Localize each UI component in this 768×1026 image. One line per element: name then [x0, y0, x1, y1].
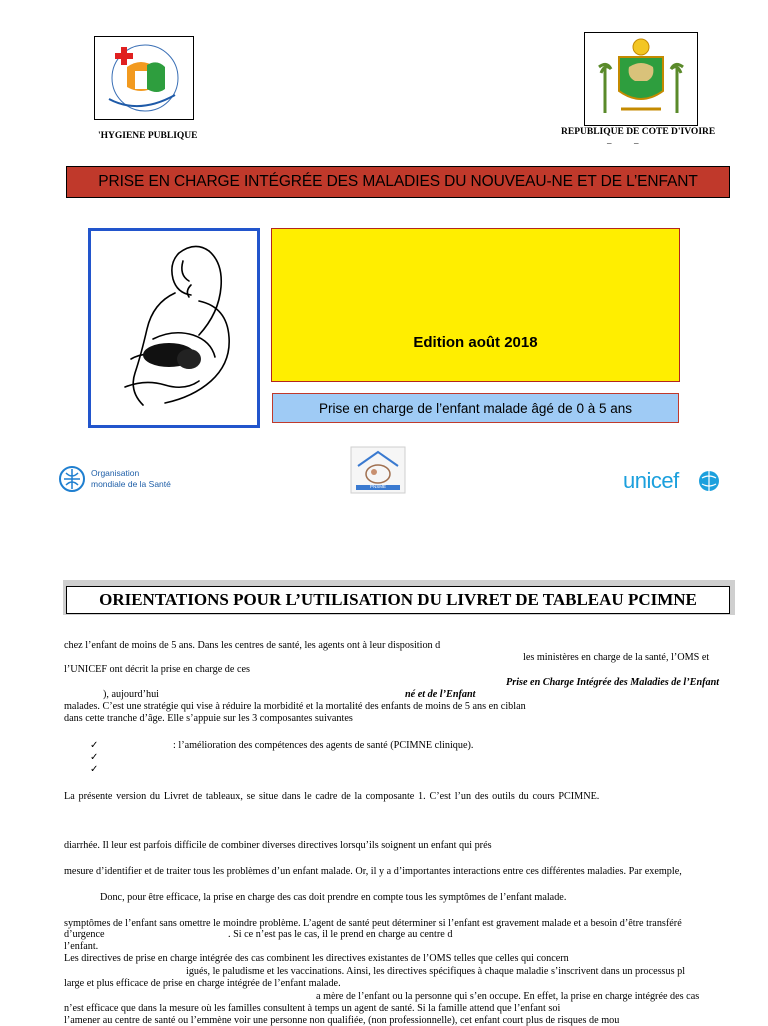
body-line: malades. C’est une stratégie qui vise à réduire la morbidité et la mortalité des enfants de moins de 5 ans en ciblan: [64, 701, 526, 712]
body-line: symptômes de l’enfant sans omettre le moindre problème. L’agent de santé peut déterminer si l’enfant est gravement malade et a besoin d’être transféré: [64, 918, 682, 929]
who-name-line2: mondiale de la Santé: [91, 479, 171, 489]
left-logo-caption: 'HYGIENE PUBLIQUE: [98, 131, 198, 141]
body-line: diarrhée. Il leur est parfois difficile de combiner diverses directives lorsqu’ils soignent un enfant qui prés: [64, 840, 492, 851]
coat-of-arms-logo: [584, 32, 698, 126]
subtitle-box: Prise en charge de l’enfant malade âgé de 0 à 5 ans: [272, 393, 679, 423]
breastfeeding-mother-icon: [91, 231, 257, 425]
body-line: igués, le paludisme et les vaccinations. Ainsi, les directives spécifiques à chaque maladie s’inscrivent dans un processus pl: [186, 966, 686, 977]
body-line: a mère de l’enfant ou la personne qui s’en occupe. En effet, la prise en charge intégrée des cas: [316, 991, 700, 1002]
right-logo-marks: – –: [607, 138, 639, 148]
who-name-line1: Organisation: [91, 468, 140, 478]
body-line: les ministères en charge de la santé, l’OMS et: [523, 652, 710, 663]
ministry-emblem-icon: [95, 37, 193, 119]
unicef-globe-icon: [698, 470, 720, 492]
body-line: . Si ce n’est pas le cas, il le prend en charge au centre d: [228, 929, 453, 940]
body-line: d’urgence: [64, 929, 105, 940]
check-icon: ✓: [90, 752, 99, 763]
body-line-italic: Prise en Charge Intégrée des Maladies de l’Enfant: [506, 677, 720, 688]
coat-of-arms-icon: [585, 33, 697, 125]
body-line: Donc, pour être efficace, la prise en charge des cas doit prendre en compte tous les symptômes de l’enfant malade.: [100, 892, 567, 903]
pnsme-text: PNSME: [369, 484, 386, 489]
check-icon: ✓: [90, 740, 99, 751]
main-title: PRISE EN CHARGE INTÉGRÉE DES MALADIES DU NOUVEAU-NE ET DE L’ENFANT: [66, 166, 730, 198]
body-line: ), aujourd’hui: [103, 689, 160, 700]
body-line: l’UNICEF ont décrit la prise en charge de ces: [64, 664, 250, 675]
body-line: dans cette tranche d’âge. Elle s’appuie sur les 3 composantes suivantes: [64, 713, 353, 724]
body-line: mesure d’identifier et de traiter tous les problèmes d’un enfant malade. Or, il y a d’importantes interactions entre ces différentes maladies. Par exemple,: [64, 866, 682, 877]
body-line: La présente version du Livret de tableaux, se situe dans le cadre de la composante 1. C’est l’un des outils du cours PCIMNE.: [64, 791, 600, 802]
body-line: n’est efficace que dans la mesure où les familles consultent à temps un agent de santé. Si la famille attend que l’enfant soi: [64, 1003, 561, 1014]
bullet-text: : l’amélioration des compétences des agents de santé (PCIMNE clinique).: [173, 740, 474, 751]
body-line: l’amener au centre de santé ou l’emmène voir une personne non qualifiée, (non professionnelle), cet enfant court plus de risques de mou: [64, 1015, 620, 1026]
mother-child-illustration: [88, 228, 260, 428]
body-line: l’enfant.: [64, 941, 99, 952]
ministry-logo: [94, 36, 194, 120]
body-line: large et plus efficace de prise en charge intégrée de l’enfant malade.: [64, 978, 341, 989]
pnsme-logo: [350, 446, 406, 494]
who-logo: [58, 465, 178, 495]
body-line: Les directives de prise en charge intégrée des cas combinent les directives existantes de l’OMS telles que celles qui concern: [64, 953, 569, 964]
who-emblem-icon: [58, 465, 86, 493]
unicef-wordmark: unicef: [623, 468, 679, 493]
edition-label: Edition août 2018: [413, 334, 538, 351]
unicef-logo: [623, 468, 723, 496]
section-title: ORIENTATIONS POUR L’UTILISATION DU LIVRET DE TABLEAU PCIMNE: [66, 586, 730, 614]
check-icon: ✓: [90, 764, 99, 775]
body-line: chez l’enfant de moins de 5 ans. Dans les centres de santé, les agents ont à leur disposition d: [64, 640, 441, 651]
body-line-italic: né et de l’Enfant: [405, 689, 476, 700]
edition-box: [271, 228, 680, 382]
right-logo-caption: REPUBLIQUE DE COTE D'IVOIRE: [561, 127, 716, 137]
